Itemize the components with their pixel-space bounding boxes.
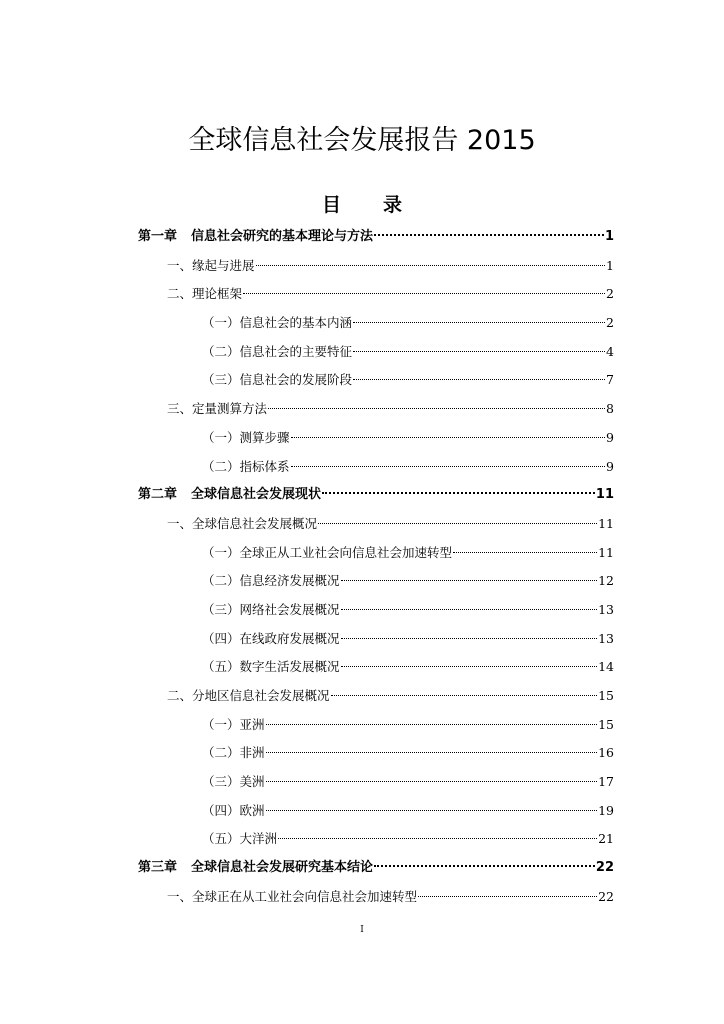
toc-entry[interactable] [138,366,614,395]
toc-leader-dots [341,609,598,610]
toc-entry[interactable] [138,481,614,510]
toc-entry-number: 二、 [167,286,193,302]
toc-entry-number: 第一章 [138,229,178,244]
toc-entry-label [202,539,452,568]
toc-entry-number: （二） [202,745,240,761]
toc-leader-dots [374,865,595,867]
toc-leader-dots [266,810,598,811]
toc-entry-label [202,567,340,596]
toc-entry-number: 三、 [167,401,193,417]
toc-entry-page: 9 [606,458,614,474]
toc-leader-dots [418,896,597,897]
toc-entry[interactable] [138,309,614,338]
toc-entry-text: 欧洲 [239,802,265,818]
toc-entry-label [138,854,373,883]
toc-entry-text: 数字生活发展概况 [239,659,340,675]
toc-entry-page: 1 [606,257,614,273]
toc-leader-dots [268,408,605,409]
toc-entry-text: 信息经济发展概况 [239,573,340,589]
toc-entry-number: （一） [202,315,240,331]
toc-heading [0,190,724,217]
toc-entry-label [202,366,352,395]
toc-entry-label [202,338,352,367]
toc-heading-left: 目 [321,194,341,216]
toc-entry-text: 全球信息社会发展现状 [191,487,322,503]
toc-entry-number: 一、 [167,515,193,531]
toc-entry-page: 19 [598,802,614,818]
toc-entry-number: （二） [202,458,240,474]
toc-entry-page: 22 [598,888,614,904]
toc-entry-number: 二、 [167,688,193,703]
toc-entry-text: 信息社会的基本内涵 [239,315,353,331]
toc-leader-dots [341,580,598,581]
toc-entry-page: 15 [598,716,614,732]
toc-entry-number: 第三章 [138,860,178,876]
toc-entry-text: 全球信息社会发展研究基本结论 [191,860,374,876]
toc-entry[interactable] [138,854,614,883]
toc-leader-dots [353,322,605,323]
toc-leader-dots [341,666,598,667]
toc-entry[interactable] [138,653,614,682]
toc-entry-number: 一、 [167,888,193,904]
toc-entry-page: 17 [598,774,614,790]
toc-entry-page: 11 [598,515,614,531]
toc-entry-page: 16 [598,745,614,761]
toc-entry-text: 非洲 [239,745,265,761]
toc-entry[interactable] [138,280,614,309]
toc-leader-dots [278,838,597,839]
toc-entry-label [202,825,277,854]
toc-entry-text: 信息社会的发展阶段 [239,372,353,388]
toc-leader-dots [322,492,595,494]
toc-entry-number: （四） [202,802,240,818]
toc-entry[interactable] [138,596,614,625]
toc-leader-dots [291,437,606,438]
toc-entry-page: 2 [606,315,614,331]
toc-entry[interactable] [138,825,614,854]
toc-entry-text: 全球正从工业社会向信息社会加速转型 [239,544,453,560]
toc-entry-number: （一） [202,429,240,445]
toc-entry[interactable] [138,883,614,912]
toc-entry-page: 7 [606,372,614,388]
toc-entry[interactable] [138,252,614,281]
toc-entry-text: 信息社会的主要特征 [239,343,353,359]
toc-entry-text: 分地区信息社会发展概况 [192,688,330,703]
toc-entry[interactable] [138,338,614,367]
toc-entry-page: 8 [606,401,614,417]
toc-entry-number: （三） [202,601,240,617]
toc-entry[interactable] [138,768,614,797]
toc-heading-right: 录 [383,194,403,216]
toc-entry[interactable] [138,682,614,711]
toc-leader-dots [318,523,597,524]
toc-entry[interactable] [138,625,614,654]
toc-entry-number: 第二章 [138,487,178,503]
toc-entry-page: 11 [595,487,614,503]
toc-entry[interactable] [138,424,614,453]
toc-entry-label [202,453,290,482]
toc-entry-text: 美洲 [239,774,265,790]
toc-entry-text: 在线政府发展概况 [239,630,340,646]
toc-entry-label [202,424,290,453]
toc-entry[interactable] [138,395,614,424]
toc-entry-label [138,223,373,252]
toc-entry-text: 缘起与进展 [192,257,255,273]
toc-leader-dots [341,638,598,639]
toc-entry-page: 15 [598,688,614,703]
toc-entry-label [167,510,317,539]
toc-entry-page: 12 [598,573,614,589]
toc-entry-page: 2 [606,286,614,302]
toc-entry-text: 网络社会发展概况 [239,601,340,617]
toc-entry-label [167,280,242,309]
toc-entry[interactable] [138,539,614,568]
toc-entry-number: （一） [202,716,240,732]
toc-entry-page: 13 [598,630,614,646]
toc-leader-dots [243,293,605,294]
toc-entry-page: 14 [598,659,614,675]
toc-entry-page: 13 [598,601,614,617]
toc-entry-label [202,596,340,625]
toc-entry-number: （三） [202,372,240,388]
toc-entry-label [167,395,267,424]
toc-entry-page: 1 [604,229,614,244]
toc-entry-text: 理论框架 [192,286,243,302]
toc-entry-page: 21 [598,831,614,847]
toc-leader-dots [291,466,606,467]
toc-entry-label [202,309,352,338]
table-of-contents [138,223,614,912]
toc-leader-dots [266,781,598,782]
toc-entry-page: 4 [606,343,614,359]
toc-leader-dots [353,351,605,352]
toc-entry-text: 指标体系 [239,458,290,474]
toc-entry-page: 22 [595,860,614,876]
toc-leader-dots [266,752,598,753]
toc-entry-text: 测算步骤 [239,429,290,445]
toc-entry[interactable] [138,510,614,539]
toc-entry-number: （二） [202,343,240,359]
toc-entry-text: 全球正在从工业社会向信息社会加速转型 [192,888,418,904]
toc-entry-number: （五） [202,831,240,847]
toc-entry-number: 一、 [167,257,193,273]
toc-entry-number: （三） [202,774,240,790]
toc-entry-label [202,739,265,768]
toc-entry-label [167,682,330,711]
toc-entry[interactable] [138,453,614,482]
toc-entry-text: 定量测算方法 [192,401,268,417]
toc-leader-dots [256,265,606,266]
toc-entry-label [202,768,265,797]
toc-leader-dots [331,695,598,696]
toc-leader-dots [353,379,605,380]
toc-entry-page: 11 [598,544,614,560]
toc-entry[interactable] [138,567,614,596]
toc-entry-label [202,711,265,740]
toc-entry-text: 亚洲 [239,716,265,732]
toc-entry-label [167,883,417,912]
toc-entry-number: （二） [202,573,240,589]
toc-entry-number: （四） [202,630,240,646]
toc-entry-label [202,625,340,654]
toc-entry[interactable] [138,711,614,740]
toc-entry-number: （五） [202,659,240,675]
toc-entry-text: 信息社会研究的基本理论与方法 [191,229,374,244]
toc-entry-label [202,797,265,826]
toc-entry[interactable] [138,739,614,768]
toc-entry[interactable] [138,223,614,252]
toc-entry-label [138,481,321,510]
page-number: I [360,925,364,935]
toc-entry[interactable] [138,797,614,826]
document-title: 全球信息社会发展报告 2015 [188,125,536,156]
toc-entry-text: 大洋洲 [239,831,278,847]
toc-leader-dots [374,234,604,236]
toc-entry-number: （一） [202,544,240,560]
toc-entry-label [202,653,340,682]
toc-entry-text: 全球信息社会发展概况 [192,515,318,531]
toc-leader-dots [266,724,598,725]
toc-entry-label [167,252,255,281]
toc-leader-dots [453,552,597,553]
toc-entry-page: 9 [606,429,614,445]
